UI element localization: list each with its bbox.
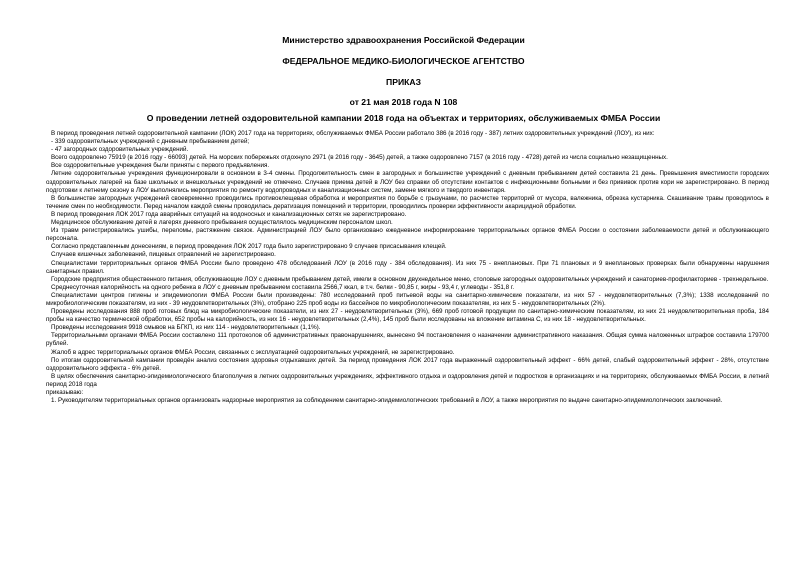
paragraph: Все оздоровительные учреждения были приняты с первого предъявления. (51, 162, 270, 170)
paragraph: Территориальными органами ФМБА России составлено 111 протоколов об административных правонарушениях, вынесено 94 постановления о назначении административного наказания. Общая сумма наложенных штрафов составила 179700 рублей. (46, 332, 769, 348)
document-type: ПРИКАЗ (386, 77, 421, 87)
order-item: 1. Руководителям территориальных органов организовать надзорные мероприятия за соблюдением санитарно-эпидемиологических требований в ЛОУ, а также мероприятия по выдаче санитарно-эпидемиологических заключений. (51, 397, 723, 405)
paragraph: Случаев кишечных заболеваний, пищевых отравлений не зарегистрировано. (51, 251, 276, 259)
paragraph: Из травм регистрировались ушибы, переломы, растяжение связок. Администрацией ЛОУ было организовано ежедневное информирование территориальных органов ФМБА России о состоянии заболеваемости детей и обслуживающего персонала. (46, 227, 769, 243)
paragraph: Специалистами территориальных органов ФМБА России было проведено 478 обследований ЛОУ (в 2016 году - 384 обследования). Из них 75 - внеплановых. При 71 плановых и 9 внеплановых проверках были обнаружены нарушения санитарных правил. (46, 259, 769, 275)
paragraph: Проведены исследования 888 проб готовых блюд на микробиологические показатели, из них 27 - неудовлетворительных (3%), 669 проб готовой продукции по санитарно-химическим показателям, из них 21 неудовлетворительная проба, 184 пробы на качество термической обработки, 652 пробы на калорийность, из них 16 - неудовлетворительных (2,4%), 145 проб были исследованы на вложение витамина С, из них 18 - неудовлетворительных. (46, 308, 769, 324)
list-item: - 47 загородных оздоровительных учреждений. (51, 146, 189, 154)
paragraph: Городские предприятия общественного питания, обслуживающие ЛОУ с дневным пребыванием детей, имели в основном двухнедельное меню, столовые загородных оздоровительных учреждений и санаториев-профилакториев - трехнедельное. (51, 275, 769, 283)
ministry-heading: Министерство здравоохранения Российской Федерации (282, 35, 525, 45)
order-word: приказываю: (46, 389, 84, 396)
agency-heading: ФЕДЕРАЛЬНОЕ МЕДИКО-БИОЛОГИЧЕСКОЕ АГЕНТСТВО (282, 56, 525, 66)
paragraph: В целях обеспечения санитарно-эпидемиологического благополучия в летних оздоровительных учреждениях, эффективного отдыха и оздоровления детей и подростков в организациях и на территориях, обслуживаемых ФМБА России, в летний период 2018 года (46, 372, 769, 388)
paragraph: Согласно представленным донесениям, в период проведения ЛОК 2017 года было зарегистрировано 9 случаев присасывания клещей. (51, 243, 447, 251)
paragraph: Медицинское обслуживание детей в лагерях дневного пребывания осуществлялось медицинским персоналом школ. (51, 219, 393, 227)
paragraph: Летние оздоровительные учреждения функционировали в основном в 3-4 смены. Продолжительность смен в загородных и большинстве учреждений с дневным пребыванием детей составила 21 день. Превышения вместимости городских оздоровительных лагерей на базе школьных и внешкольных учреждений не отмечено. Случаев приема детей в ЛОУ без справки об отсутствии контактов с инфекционными больными и без прививок против кори не зарегистрировано. В период подготовки к летнему сезону в ЛОУ выполнялись мероприятия по ремонту водопроводных и канализационных систем, замене мягкого и твердого инвентаря. (46, 170, 769, 194)
paragraph: Проведены исследования 9918 смывов на БГКП, из них 114 - неудовлетворительных (1,1%). (51, 324, 321, 332)
paragraph: Жалоб в адрес территориальных органов ФМБА России, связанных с эксплуатацией оздоровительных учреждений, не зарегистрировано. (51, 348, 455, 356)
document-title: О проведении летней оздоровительной кампании 2018 года на объектах и территориях, обслуживаемых ФМБА России (146, 113, 661, 123)
date-and-number: от 21 мая 2018 года N 108 (349, 97, 458, 107)
paragraph: По итогам оздоровительной кампании проведён анализ состояния здоровья отдыхавших детей. За период проведения ЛОК 2017 года выраженный оздоровительный эффект - 66% детей, слабый оздоровительный эффект - 28%, отсутствие оздоровительного эффекта - 6% детей. (46, 356, 769, 372)
paragraph: В период проведения ЛОК 2017 года аварийных ситуаций на водоносных и канализационных сетях не зарегистрировано. (51, 210, 407, 218)
paragraph: Всего оздоровлено 75919 (в 2016 году - 66093) детей. На морских побережьях отдохнуло 2971 (в 2016 году - 3645) детей, а также оздоровлено 7157 (в 2016 году - 4728) детей из числа социально незащищенных. (51, 154, 668, 162)
list-item: - 339 оздоровительных учреждений с дневным пребыванием детей; (51, 138, 250, 146)
paragraph: В большинстве загородных учреждений своевременно проводились противоклещевая обработка и мероприятия по борьбе с грызунами, по расчистке территорий от мусора, валежника, обрезка кустарника. Скашивание травы проводилось в течение смен по необходимости. Перед началом каждой смены проводилась дератизация помещений и территории, проводились проверки эффективности акарицидной обработки. (46, 194, 769, 210)
paragraph: В период проведения летней оздоровительной кампании (ЛОК) 2017 года на территориях, обслуживаемых ФМБА России работало 386 (в 2016 году - 387) летних оздоровительных учреждений (ЛОУ), из них: (51, 130, 655, 137)
paragraph: Среднесуточная калорийность на одного ребенка в ЛОУ с дневным пребыванием составила 2566,7 ккал, в т.ч. белки - 90,85 г, жиры - 93,4 г, углеводы - 351,8 г. (51, 283, 515, 291)
document-body (46, 130, 769, 405)
paragraph: Специалистами центров гигиены и эпидемиологии ФМБА России были произведены: 780 исследований проб питьевой воды на санитарно-химические показатели, из них 57 - неудовлетворительных (7,3%); 1338 исследований по микробиологическим показателям, из них - 39 неудовлетворительных (3%), отобрано 225 проб воды из бассейнов по микробиологическим показателям, из них 5 - неудовлетворительных (2%). (46, 291, 769, 307)
